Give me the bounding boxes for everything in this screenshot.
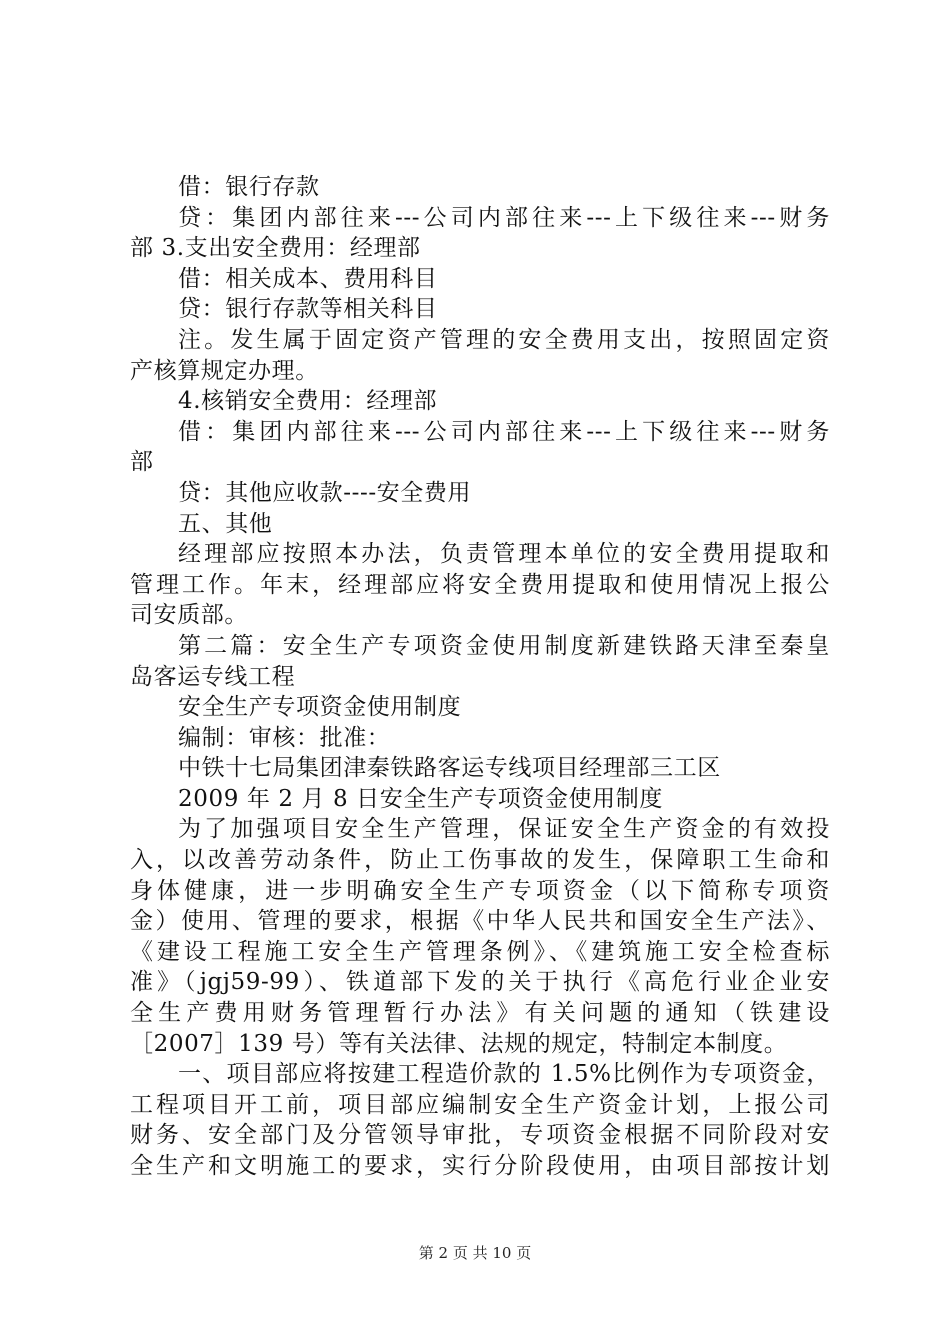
text-line: 一、项目部应将按建工程造价款的 1.5%比例作为专项资金，: [178, 1061, 830, 1088]
text-line: 入，以改善劳动条件，防止工伤事故的发生，保障职工生命和: [130, 847, 830, 874]
text-line: 中铁十七局集团津秦铁路客运专线项目经理部三工区: [178, 755, 721, 782]
text-line: 岛客运专线工程: [130, 663, 296, 690]
text-line: 贷：集团内部往来---公司内部往来---上下级往来---财务: [178, 204, 830, 231]
text-line: 五、其他: [178, 510, 273, 537]
text-line: 全生产费用财务管理暂行办法》有关问题的通知（铁建设: [130, 1000, 830, 1027]
text-line: 安全生产专项资金使用制度: [178, 694, 462, 721]
text-line: 借：集团内部往来---公司内部往来---上下级往来---财务: [178, 418, 830, 445]
text-line: 编制：审核：批准：: [178, 724, 391, 751]
text-line: 《建设工程施工安全生产管理条例》、《建筑施工安全检查标: [130, 938, 830, 965]
text-line: 借：银行存款: [178, 174, 320, 200]
text-line: 贷：其他应收款----安全费用: [178, 479, 472, 506]
text-line: 第二篇：安全生产专项资金使用制度新建铁路天津至秦皇: [178, 632, 830, 659]
text-line: 2009 年 2 月 8 日安全生产专项资金使用制度: [178, 785, 663, 812]
text-line: 4.核销安全费用：经理部: [178, 388, 438, 415]
text-line: 借：相关成本、费用科目: [178, 265, 438, 292]
text-line: 贷：银行存款等相关科目: [178, 296, 438, 323]
text-line: 金）使用、管理的要求，根据《中华人民共和国安全生产法》、: [130, 908, 830, 935]
text-line: 身体健康，进一步明确安全生产专项资金（以下简称专项资: [130, 877, 830, 904]
document-body: [130, 172, 830, 1182]
text-line: 经理部应按照本办法，负责管理本单位的安全费用提取和: [178, 541, 830, 568]
text-line: ［2007］139 号）等有关法律、法规的规定，特制定本制度。: [130, 1030, 788, 1057]
text-line: 产核算规定办理。: [130, 357, 319, 384]
text-line: 司安质部。: [130, 602, 248, 629]
text-line: 注。发生属于固定资产管理的安全费用支出，按照固定资: [178, 326, 830, 353]
page-footer: 第 2 页 共 10 页: [418, 1244, 532, 1262]
text-line: 部: [130, 449, 154, 476]
text-line: 全生产和文明施工的要求，实行分阶段使用，由项目部按计划: [130, 1153, 830, 1179]
text-line: 为了加强项目安全生产管理，保证安全生产资金的有效投: [178, 816, 830, 843]
text-line: 管理工作。年末，经理部应将安全费用提取和使用情况上报公: [130, 571, 830, 598]
text-line: 工程项目开工前，项目部应编制安全生产资金计划，上报公司: [130, 1091, 830, 1118]
text-line: 财务、安全部门及分管领导审批，专项资金根据不同阶段对安: [130, 1122, 830, 1149]
text-line: 部 3.支出安全费用：经理部: [130, 235, 421, 262]
text-line: 准》（jgj59-99）、铁道部下发的关于执行《高危行业企业安: [130, 969, 830, 996]
